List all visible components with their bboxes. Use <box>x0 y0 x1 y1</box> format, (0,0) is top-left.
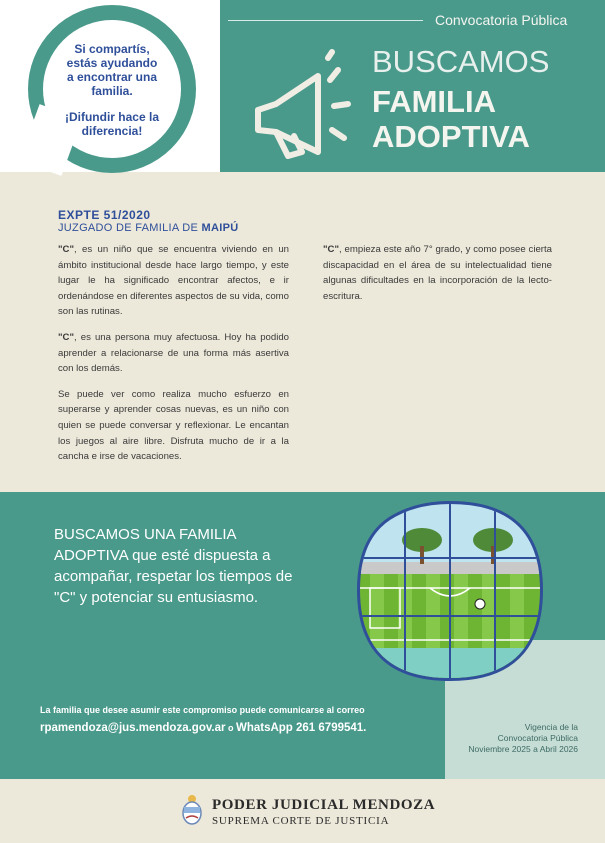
court-name <box>58 222 238 234</box>
whatsapp-number[interactable]: WhatsApp 261 6799541. <box>235 722 367 734</box>
child-name: "C" <box>58 244 75 255</box>
paragraph-1 <box>58 242 289 320</box>
org-subtitle: SUPREMA CORTE DE JUSTICIA <box>212 815 390 827</box>
divider-line <box>228 20 423 21</box>
convocatoria-label: Convocatoria Pública <box>435 12 568 28</box>
share-bubble-panel <box>0 0 220 172</box>
soccer-field-illustration <box>350 500 545 682</box>
child-name: "C" <box>323 244 340 255</box>
court-place: MAIPÚ <box>201 222 239 234</box>
child-name: "C" <box>58 331 75 343</box>
vigencia-dates: Noviembre 2025 a Abril 2026 <box>468 744 578 754</box>
title-line-3: ADOPTIVA <box>372 119 530 154</box>
vigencia-line-1: Vigencia de la <box>524 722 578 732</box>
description-column-1 <box>58 242 289 475</box>
case-number: EXPTE 51/2020 <box>58 208 151 222</box>
share-message <box>62 42 162 150</box>
description-column-2 <box>323 242 552 314</box>
share-text: Si compartís, estás ayudando a encontrar una familia. <box>66 42 158 98</box>
court-prefix: JUZGADO DE FAMILIA DE <box>58 222 202 234</box>
org-name: PODER JUDICIAL MENDOZA <box>212 797 436 813</box>
paragraph-2-text: , es una persona muy afectuosa. Hoy ha podido aprender a relacionarse de una forma más asertiva con los demás. <box>58 331 289 375</box>
contact-details <box>40 722 366 734</box>
contact-connector: o <box>225 723 236 733</box>
paragraph-3: Se puede ver como realiza mucho esfuerzo en superarse y aprender cosas nuevas, es un niño con quien se puede conversar y reflexionar. Le encantan los juegos al aire libre. Disfruta mucho de ir a la cancha e irse de vacaciones. <box>58 388 289 463</box>
paragraph-1-text: , es un niño que se encuentra viviendo en un ámbito institucional desde hace largo tiempo, y este lugar le ha significado encontrar afectos, e ir ordenándose en diferentes aspectos de su vida, como son las rutinas. <box>58 244 289 318</box>
vigencia-line-2: Convocatoria Pública <box>497 733 578 743</box>
paragraph-4-text: , empieza este año 7° grado, y como posee cierta discapacidad en el área de su intelectualidad tiene algunas dificultades en la incorporación de la lecto-escritura. <box>323 244 552 302</box>
paragraph-4 <box>323 242 552 304</box>
title-line-2: FAMILIA <box>372 84 496 119</box>
email-link[interactable]: rpamendoza@jus.mendoza.gov.ar <box>40 722 226 734</box>
header <box>0 0 605 172</box>
megaphone-icon <box>248 48 368 163</box>
title-line-1: BUSCAMOS <box>372 44 550 79</box>
paragraph-2 <box>58 330 289 377</box>
vigencia <box>450 722 578 755</box>
coat-of-arms-icon <box>180 794 204 826</box>
share-slogan: ¡Difundir hace la diferencia! <box>64 110 159 138</box>
contact-intro: La familia que desee asumir este compromiso puede comunicarse al correo <box>40 705 365 715</box>
callout-text: BUSCAMOS UNA FAMILIA ADOPTIVA que esté dispuesta a acompañar, respetar los tiempos de "C" y potenciar su entusiasmo. <box>54 526 293 606</box>
